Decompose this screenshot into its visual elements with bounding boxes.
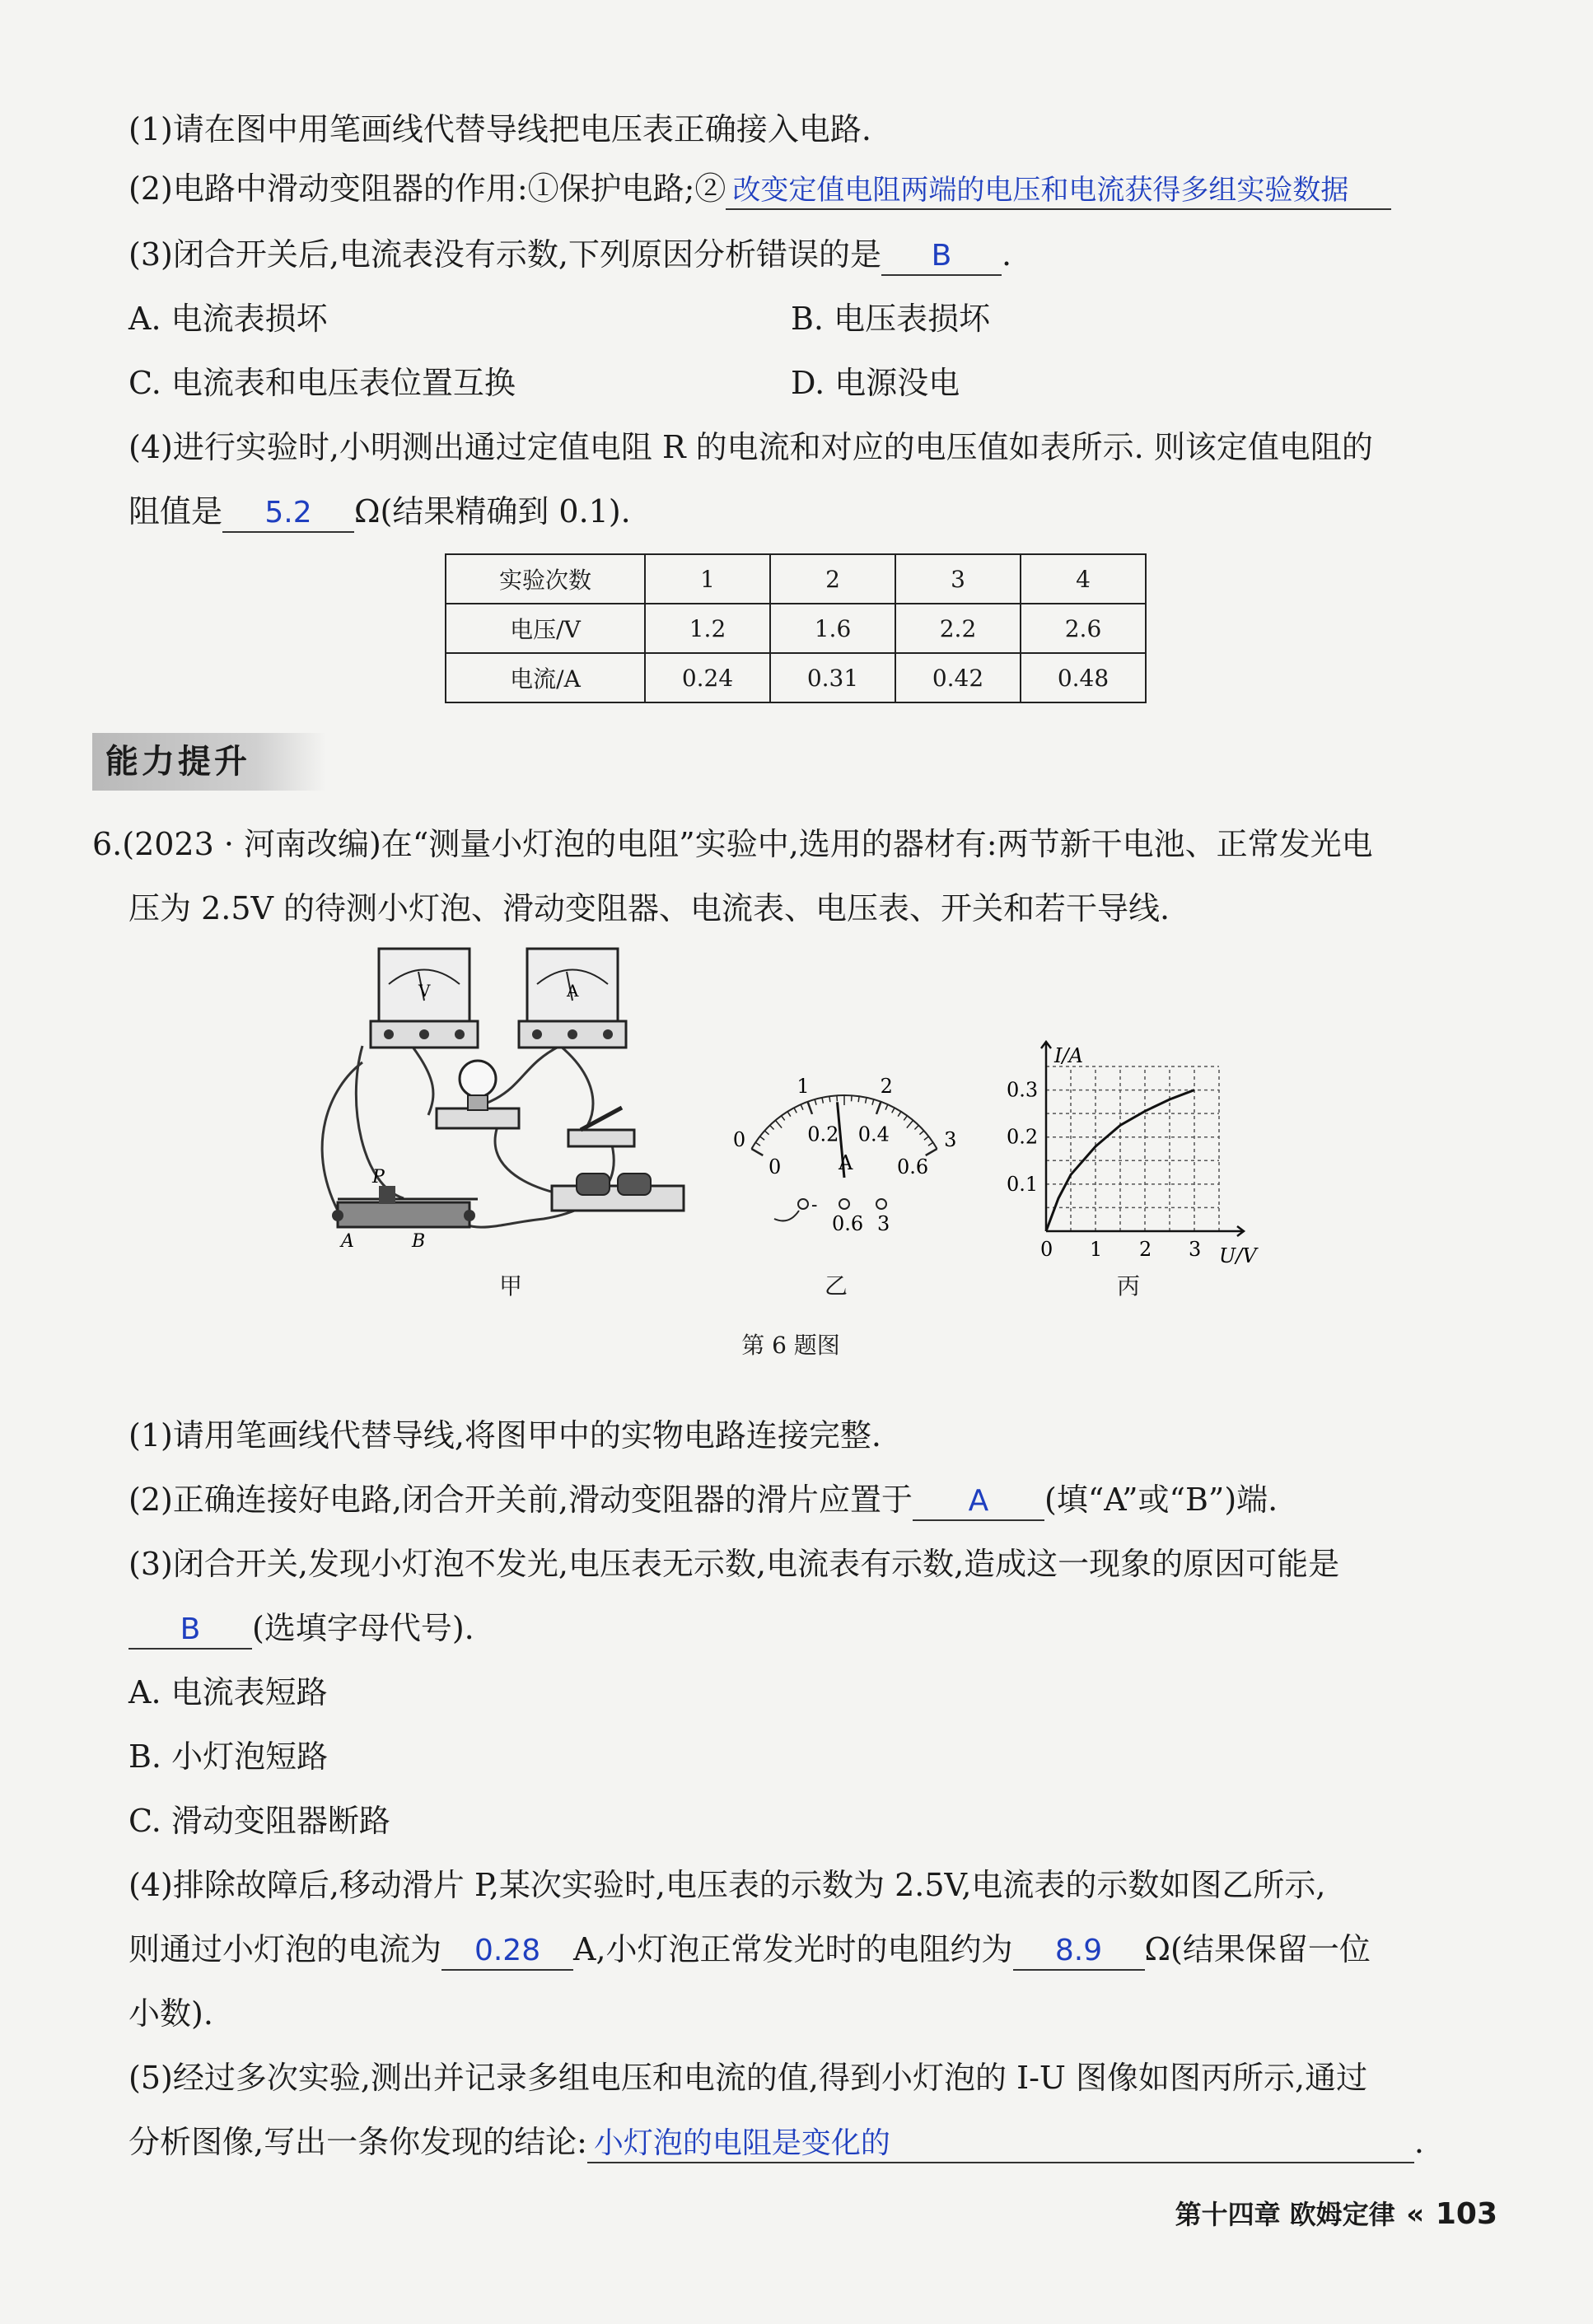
q6-part4-line2: 则通过小灯泡的电流为 0.28 A,小灯泡正常发光时的电阻约为 8.9 Ω(结果保留一位	[128, 1929, 1371, 1971]
q6-intro-line1: 6.(2023 · 河南改编)在“测量小灯泡的电阻”实验中,选用的器材有:两节新干电池、正常发光电	[92, 826, 1373, 862]
q5-part4-line2: 阻值是 5.2 Ω(结果精确到 0.1).	[128, 491, 631, 533]
meter-bottom-scale-label: 0.2	[807, 1122, 839, 1146]
chart-tick-labels	[1007, 1079, 1201, 1261]
q5-part2: (2)电路中滑动变阻器的作用:①保护电路;② 改变定值电阻两端的电压和电流获得多组实验数据	[128, 168, 1391, 210]
meter-tick	[782, 1116, 785, 1121]
q6-part4-line3: 小数).	[128, 1995, 213, 2032]
meter-tick	[751, 1149, 763, 1155]
chart-y-tick-label: 0.3	[1007, 1078, 1039, 1102]
meter-tick	[770, 1125, 774, 1129]
meter-top-scale-label: 0	[732, 1128, 746, 1151]
meter-tick	[808, 1102, 812, 1114]
meter-tick	[866, 1098, 867, 1104]
q6-part5-answer: 小灯泡的电阻是变化的	[587, 2126, 1414, 2163]
meter-bottom-scale-label: 0.6	[896, 1155, 929, 1178]
meter-tick	[764, 1131, 768, 1135]
rheostat-icon	[332, 1167, 478, 1252]
meter-tick	[892, 1108, 895, 1113]
q6-part3-line2: B (选填字母代号).	[128, 1608, 474, 1650]
q5-option-c: C. 电流表和电压表位置互换	[128, 365, 516, 401]
svg-text:A: A	[341, 1231, 354, 1252]
meter-tick	[787, 1112, 791, 1117]
table-row: 实验次数 1 2 3 4	[446, 554, 1146, 604]
circuit-diagram	[313, 939, 708, 1252]
meter-tick	[815, 1099, 816, 1105]
meter-tick	[794, 1108, 796, 1113]
bulb-icon	[437, 1061, 519, 1128]
meter-tick	[755, 1142, 760, 1146]
q5-part2-answer: 改变定值电阻两端的电压和电流获得多组实验数据	[726, 172, 1391, 210]
meter-tick	[885, 1104, 888, 1109]
meter-top-scale-label: 3	[944, 1128, 957, 1151]
q6-part5-line2: 分析图像,写出一条你发现的结论: 小灯泡的电阻是变化的 .	[128, 2121, 1424, 2163]
chart-ylabel: I/A	[1054, 1044, 1083, 1067]
meter-tick	[858, 1096, 859, 1102]
q6-part2-answer: A	[913, 1483, 1044, 1521]
chart-x-tick-label: 2	[1139, 1238, 1152, 1261]
q6-intro-line2: 压为 2.5V 的待测小灯泡、滑动变阻器、电流表、电压表、开关和若干导线.	[128, 890, 1170, 926]
data-table	[445, 553, 1147, 703]
section-banner: 能力提升	[92, 733, 326, 791]
meter-tick	[775, 1120, 782, 1127]
q5-part4-line1: (4)进行实验时,小明测出通过定值电阻 R 的电流和对应的电压值如表所示. 则该定值电阻的	[128, 429, 1373, 465]
switch-icon	[568, 1108, 634, 1146]
meter-top-scale-label: 1	[796, 1074, 810, 1098]
svg-text:P: P	[372, 1167, 385, 1188]
figure-label-yi: 乙	[824, 1272, 848, 1300]
q6-part1: (1)请用笔画线代替导线,将图甲中的实物电路连接完整.	[128, 1417, 881, 1454]
iu-chart	[1005, 1038, 1285, 1268]
q6-option-a: A. 电流表短路	[128, 1674, 328, 1710]
chart-x-tick-label: 1	[1090, 1238, 1103, 1261]
meter-tick	[760, 1136, 765, 1140]
chart-x-tick-label: 3	[1189, 1238, 1202, 1261]
q6-part4-line1: (4)排除故障后,移动滑片 P,某次实验时,电压表的示数为 2.5V,电流表的示数如图乙所示,	[128, 1867, 1326, 1903]
meter-terminals	[774, 1195, 890, 1235]
meter-bottom-scale-label: 0.4	[857, 1122, 890, 1146]
meter-tick	[872, 1099, 874, 1105]
chart-x-axis	[1046, 1226, 1244, 1236]
ammeter-dial	[708, 1054, 980, 1252]
page-footer	[1175, 2194, 1497, 2232]
meter-tick	[801, 1104, 803, 1109]
chart-y-axis	[1041, 1042, 1051, 1231]
table-row: 电流/A 0.24 0.31 0.42 0.48	[446, 653, 1146, 702]
meter-tick	[926, 1149, 937, 1155]
q6-option-b: B. 小灯泡短路	[128, 1738, 329, 1775]
meter-tick	[924, 1136, 929, 1140]
figure-label-bing: 丙	[1116, 1272, 1140, 1300]
meter-tick	[822, 1098, 823, 1104]
meter-bottom-scale-label: 0	[768, 1155, 782, 1178]
svg-text:A: A	[839, 1151, 853, 1174]
q6-part4-answer1: 0.28	[441, 1933, 573, 1971]
q6-part4-answer2: 8.9	[1013, 1933, 1145, 1971]
meter-top-scale-label: 2	[880, 1074, 893, 1098]
double-chevron-icon: «	[1406, 2198, 1425, 2231]
svg-text:V: V	[418, 981, 431, 1001]
q6-option-c: C. 滑动变阻器断路	[128, 1803, 390, 1839]
svg-text:-: -	[811, 1195, 818, 1216]
battery-icon	[552, 1174, 684, 1211]
figure-label-jia: 甲	[498, 1272, 522, 1300]
chart-xlabel: U/V	[1219, 1244, 1257, 1267]
q5-part1: (1)请在图中用笔画线代替导线把电压表正确接入电路.	[128, 111, 871, 147]
q6-part5-line1: (5)经过多次实验,测出并记录多组电压和电流的值,得到小灯泡的 I-U 图像如图丙所示,通过	[128, 2060, 1368, 2096]
svg-text:3: 3	[877, 1212, 890, 1235]
q5-part3: (3)闭合开关后,电流表没有示数,下列原因分析错误的是 B .	[128, 234, 1011, 276]
q5-part3-answer: B	[881, 238, 1002, 276]
meter-tick	[829, 1096, 830, 1102]
svg-text:A: A	[567, 981, 579, 1001]
table-row: 电压/V 1.2 1.6 2.2 2.6	[446, 604, 1146, 653]
meter-tick	[876, 1102, 881, 1114]
q5-option-a: A. 电流表损坏	[128, 301, 328, 337]
ammeter-icon	[519, 949, 626, 1048]
voltmeter-icon	[371, 949, 478, 1048]
q6-part2: (2)正确连接好电路,闭合开关前,滑动变阻器的滑片应置于 A (填“A”或“B”)端.	[128, 1479, 1278, 1521]
chart-y-tick-label: 0.1	[1007, 1172, 1039, 1196]
meter-tick	[904, 1116, 907, 1121]
meter-tick	[928, 1142, 933, 1146]
meter-tick	[914, 1125, 918, 1129]
q5-option-b: B. 电压表损坏	[791, 301, 991, 337]
q6-part3-answer: B	[128, 1612, 252, 1650]
figure-caption: 第 6 题图	[741, 1332, 840, 1359]
chart-axes	[1041, 1042, 1244, 1236]
chart-x-tick-label: 0	[1040, 1238, 1053, 1261]
svg-text:B: B	[412, 1231, 426, 1252]
meter-tick	[898, 1112, 901, 1117]
page-number: 103	[1435, 2197, 1497, 2231]
q5-option-d: D. 电源没电	[791, 365, 960, 401]
meter-tick	[919, 1131, 923, 1135]
q6-part3-line1: (3)闭合开关,发现小灯泡不发光,电压表无示数,电流表有示数,造成这一现象的原因可能是	[128, 1546, 1340, 1582]
meter-tick	[907, 1120, 913, 1127]
chart-y-tick-label: 0.2	[1007, 1125, 1039, 1149]
chapter-title: 第十四章 欧姆定律	[1175, 2199, 1395, 2230]
svg-text:0.6: 0.6	[832, 1212, 864, 1235]
q5-part4-answer: 5.2	[222, 495, 354, 533]
